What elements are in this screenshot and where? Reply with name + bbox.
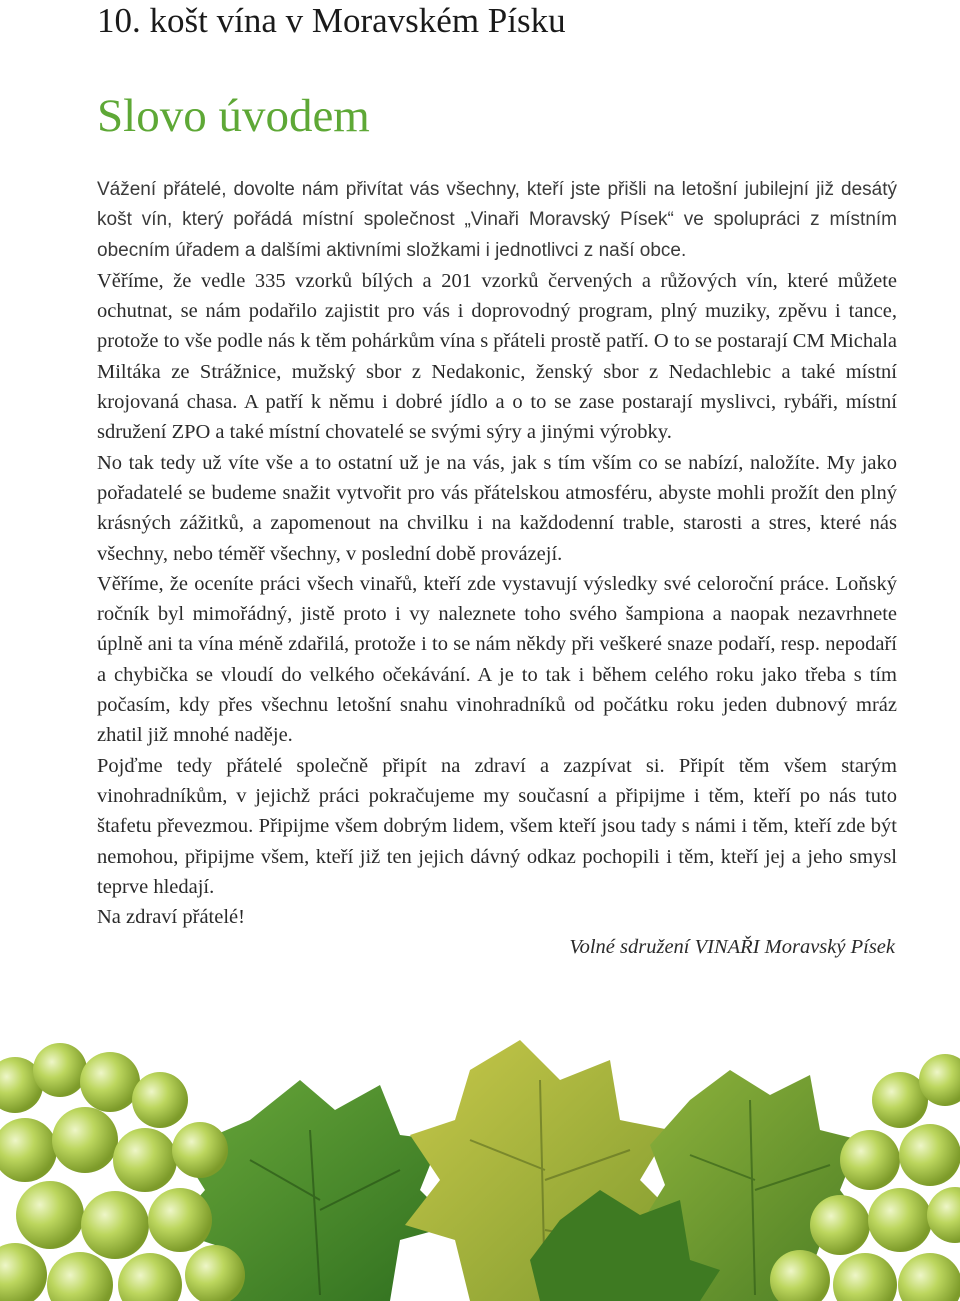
paragraph-toast: Pojďme tedy přátelé společně připít na zdraví a zazpívat si. Připít těm všem starým vinohradníkům, v jejichž práci pokračujeme my současní a připijme i těm, kteří po nás tuto štafetu převezmou. Připijme všem dobrým lidem, všem kteří jsou tady s námi i těm, kteří zde být nemohou, připijme všem, kteří již ten jejich dávný odkaz pochopili i těm, kteří jej a jeho smysl teprve hledají.: [97, 754, 897, 898]
paragraph-atmosphere: No tak tedy už víte vše a to ostatní už je na vás, jak s tím vším co se nabízí, naložíte. My jako pořadatelé se budeme snažit vytvořit pro vás přátelskou atmosféru, abyste mohli prožít den plný krásných zážitků, a zapomenout na chvilku i na každodenní trable, starosti a stres, které nás všechny, nebo téměř všechny, v poslední době provázejí.: [97, 451, 897, 565]
paragraph-winemakers: Věříme, že oceníte práci všech vinařů, kteří zde vystavují výsledky své celoroční práce. Loňský ročník byl mimořádný, jistě proto i vy naleznete toho svého šampiona a naopak nezavrhnete úplně ani ta vína méně zdařilá, protože i to se nám někdy při veškeré snaze podaří, resp. nepodaří a chybička se vloudí do velkého očekávání. A je to tak i během celého roku jako třeba s tím počasím, kdy přes všechnu letošní snahu vinohradníků od počátku roku jeden dubnový mráz zhatil již mnohé naděje.: [97, 572, 897, 747]
paragraph-cheers: Na zdraví přátelé!: [97, 906, 245, 929]
signature: Volné sdružení VINAŘI Moravský Písek: [569, 936, 895, 959]
section-title: Slovo úvodem: [97, 90, 370, 142]
paragraph-program: Věříme, že vedle 335 vzorků bílých a 201 vzorků červených a růžových vín, které můžete ochutnat, se nám podařilo zajistit pro vás i doprovodný program, plný muziky, zpěvu i tance, protože to vše podle nás k těm pohárkům vína s přáteli prostě patří. O to se postarají CM Michala Miltáka ze Strážnice, mužský sbor z Nedakonic, ženský sbor z Nedachlebic a také místní krojovaná chasa. A patří k němu i dobré jídlo a o to se zase postarají myslivci, rybáři, místní sdružení ZPO a také místní chovatelé se svými sýry a jinými výrobky.: [97, 269, 897, 444]
page-header-title: 10. košt vína v Moravském Písku: [97, 1, 566, 40]
paragraph-intro: Vážení přátelé, dovolte nám přivítat vás všechny, kteří jste přišli na letošní jubilejní již desátý košt vín, který pořádá místní společnost „Vinaři Moravský Písek“ ve spolupráci z místním obecním úřadem a dalšími aktivními složkami i jednotlivci z naší obce.: [97, 179, 897, 261]
grapes-and-vine-leaves-icon: [0, 1040, 960, 1301]
article-body: [97, 175, 897, 963]
grape-cluster-left-icon: [0, 1043, 245, 1301]
